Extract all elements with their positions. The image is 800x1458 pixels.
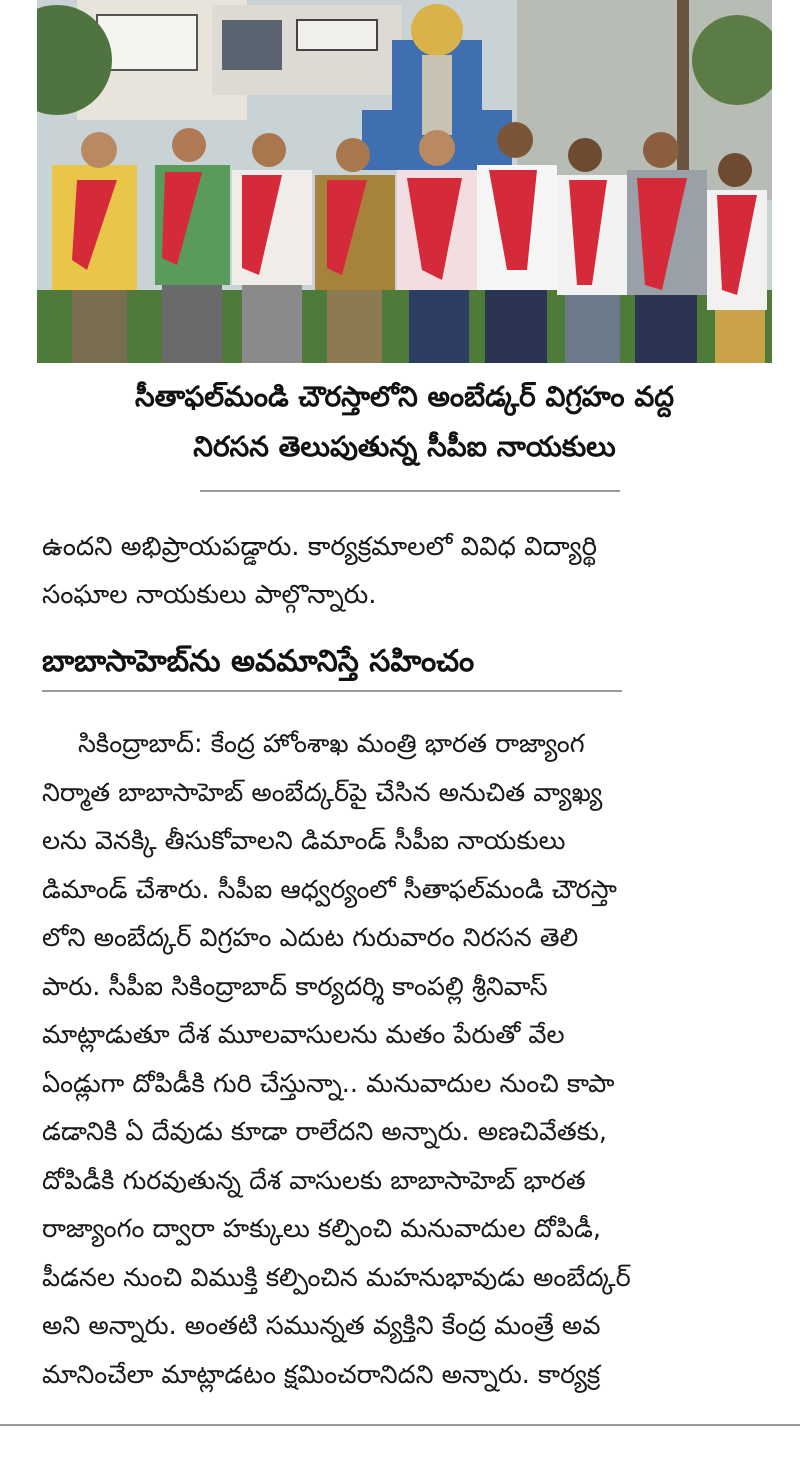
article-line: సికింద్రాబాద్: కేంద్ర హోంశాఖ మంత్రి భారత రాజ్యాంగ [78, 729, 585, 759]
article-line: డడానికి ఏ దేవుడు కూడా రాలేదని అన్నారు. అణచివేతకు, [42, 1117, 607, 1147]
article-headline: బాబాసాహెబ్‌ను అవమానిస్తే సహించం [42, 644, 475, 679]
previous-article-ending [42, 523, 782, 619]
article-body [42, 720, 777, 1399]
caption-line-1: సీతాఫల్‌మండి చౌరస్తాలోని అంబేడ్కర్ విగ్రహం వద్ద [134, 380, 675, 413]
article-line: లోని అంబేద్కర్ విగ్రహం ఎదుట గురువారం నిరసన తెలి [42, 923, 579, 953]
article-line: డిమాండ్ చేశారు. సీపీఐ ఆధ్వర్యంలో సీతాఫల్‌మండి చౌరస్తా [42, 874, 617, 905]
article-line: ఏండ్లుగా దోపిడీకి గురి చేస్తున్నా.. మనువాదుల నుంచి కాపా [42, 1068, 615, 1099]
article-line: పారు. సీపీఐ సికింద్రాబాద్ కార్యదర్శి కాంపల్లి శ్రీనివాస్ [42, 971, 548, 1002]
article-line: పీడనల నుంచి విముక్తి కల్పించిన మహనుభావుడు అంబేద్కర్ [42, 1262, 631, 1293]
lead-line: సంఘాల నాయకులు పాల్గొన్నారు. [42, 580, 377, 610]
page-bottom-divider [0, 1424, 800, 1426]
news-photo [37, 0, 772, 363]
photo-caption [37, 372, 772, 472]
article-line: రాజ్యాంగం ద్వారా హక్కులు కల్పించి మనువాదుల దోపిడీ, [42, 1214, 601, 1244]
article-line: నిర్మాత బాబాసాహెబ్ అంబేద్కర్‌పై చేసిన అనుచిత వ్యాఖ్య [42, 777, 603, 808]
lead-line: ఉందని అభిప్రాయపడ్డారు. కార్యక్రమాలలో వివిధ విద్యార్థి [42, 532, 598, 562]
caption-divider [200, 490, 620, 492]
article-line: అని అన్నారు. అంతటి సమున్నత వ్యక్తిని కేంద్ర మంత్రే అవ [42, 1311, 601, 1341]
article-line: దోపిడీకి గురవుతున్న దేశ వాసులకు బాబాసాహెబ్ భారత [42, 1165, 586, 1196]
photo-protest-group-icon [37, 0, 772, 363]
caption-line-2: నిరసన తెలుపుతున్న సీపీఐ నాయకులు [193, 430, 616, 463]
article-line: మాట్లాడుతూ దేశ మూలవాసులను మతం పేరుతో వేల [42, 1020, 565, 1050]
article-line: మానించేలా మాట్లాడటం క్షమించరానిదని అన్నారు. కార్యక్ర [42, 1359, 601, 1390]
headline-divider [42, 690, 622, 692]
article-line: లను వెనక్కి తీసుకోవాలని డిమాండ్ సీపీఐ నాయకులు [42, 826, 566, 856]
